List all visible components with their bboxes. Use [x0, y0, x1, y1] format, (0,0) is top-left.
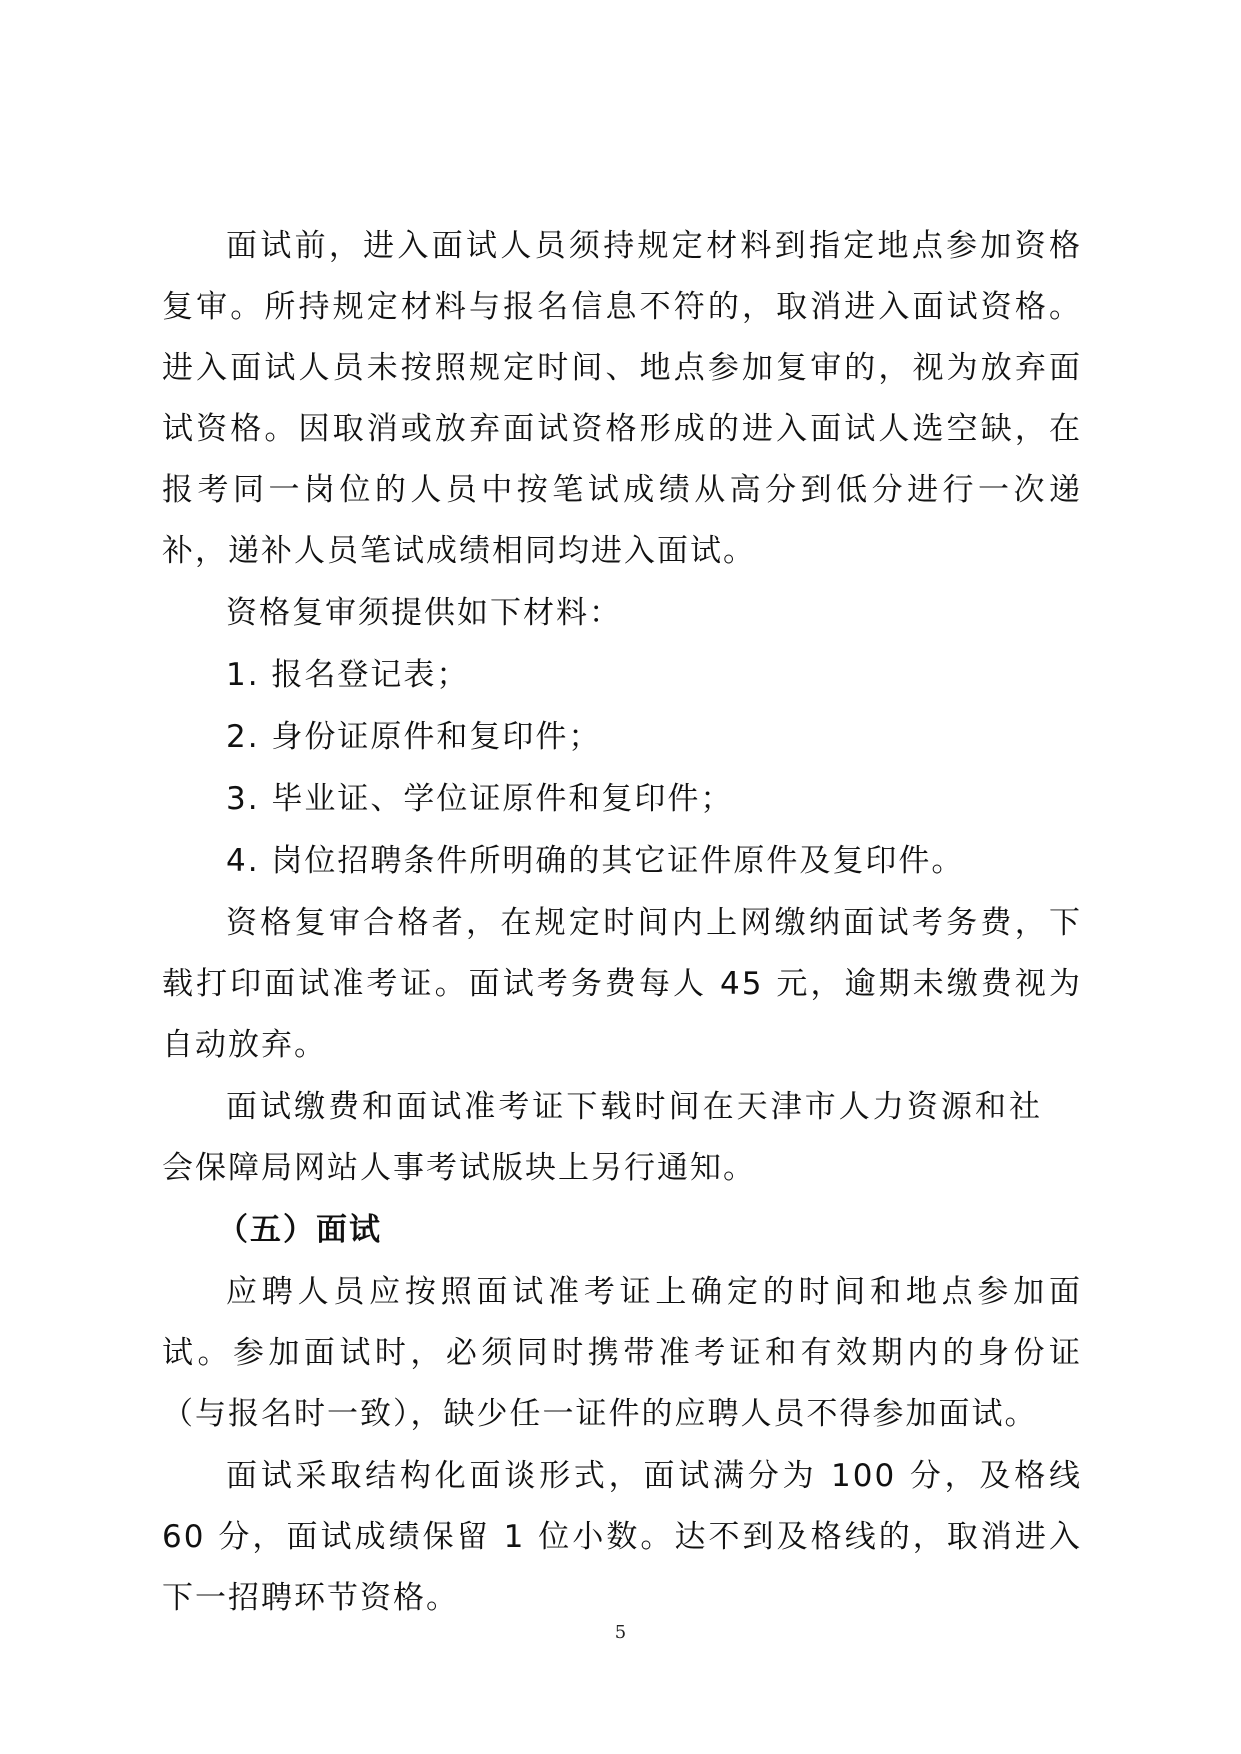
materials-list: [162, 645, 1082, 892]
list-item: 1. 报名登记表；: [226, 657, 470, 693]
review-paragraph: 面试前，进入面试人员须持规定材料到指定地点参加资格复审。所持规定材料与报名信息不符的，取消进入面试资格。进入面试人员未按照规定时间、地点参加复审的，视为放弃面试资格。因取消或放弃面试资格形成的进入面试人选空缺，在报考同一岗位的人员中按笔试成绩从高分到低分进行一次递补，递补人员笔试成绩相同均进入面试。: [162, 228, 1082, 569]
list-item: 3. 毕业证、学位证原件和复印件；: [226, 781, 734, 817]
notice-paragraph: 面试缴费和面试准考证下载时间在天津市人力资源和社会保障局网站人事考试版块上另行通知。: [162, 1089, 1042, 1186]
section-heading: （五）面试: [217, 1212, 382, 1248]
list-item: 2. 身份证原件和复印件；: [226, 719, 602, 755]
interview-paragraph: 应聘人员应按照面试准考证上确定的时间和地点参加面试。参加面试时，必须同时携带准考证和有效期内的身份证（与报名时一致），缺少任一证件的应聘人员不得参加面试。: [162, 1274, 1082, 1432]
document-body: [162, 216, 1082, 1630]
fee-paragraph: 资格复审合格者，在规定时间内上网缴纳面试考务费，下载打印面试准考证。面试考务费每人 45 元，逾期未缴费视为自动放弃。: [162, 905, 1082, 1063]
page-number: 5: [614, 1622, 627, 1643]
list-item: 4. 岗位招聘条件所明确的其它证件原件及复印件。: [226, 843, 965, 879]
interview-scoring-paragraph: 面试采取结构化面谈形式，面试满分为 100 分，及格线 60 分，面试成绩保留 1 位小数。达不到及格线的，取消进入下一招聘环节资格。: [162, 1458, 1082, 1616]
materials-intro: 资格复审须提供如下材料：: [226, 595, 622, 631]
